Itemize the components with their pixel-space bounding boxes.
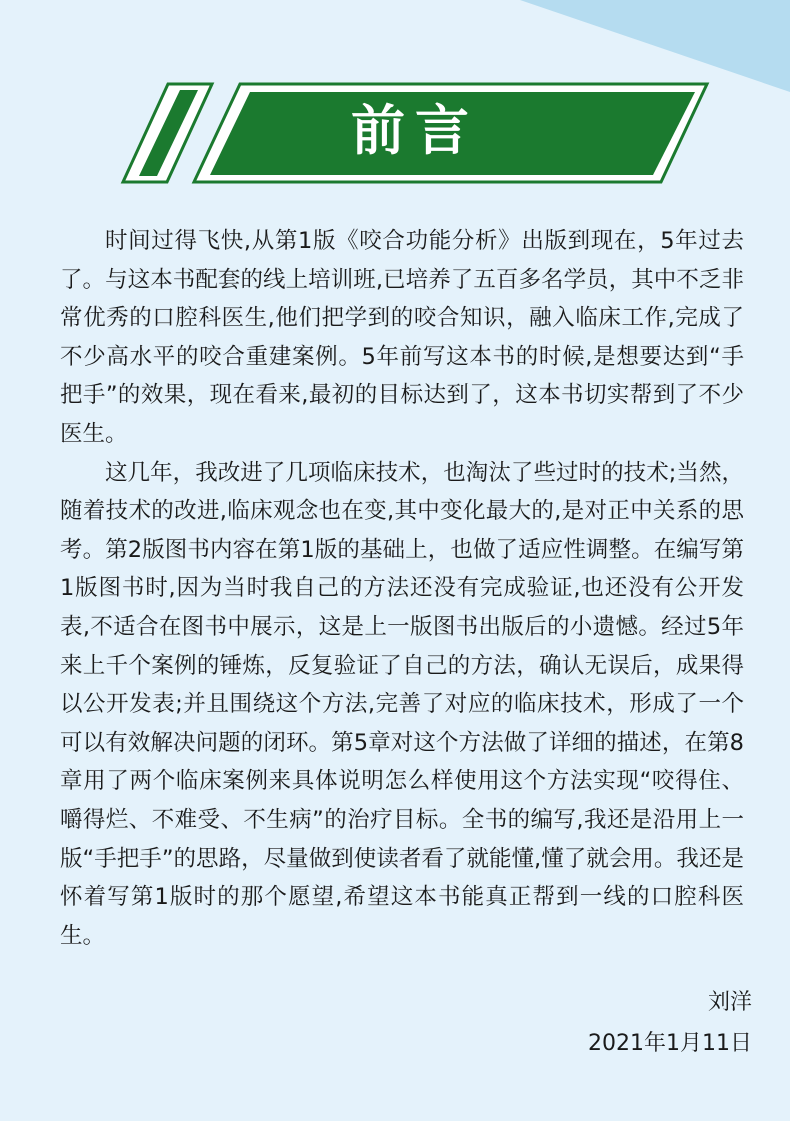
preface-paragraph-2: 这几年，我改进了几项临床技术，也淘汰了些过时的技术;当然，随着技术的改进,临床观念也在变,其中变化最大的,是对正中关系的思考。第2版图书内容在第1版的基础上，也做了适应性调整。在编写第1版图书时,因为当时我自己的方法还没有完成验证,也还没有公开发表,不适合在图书中展示，这是上一版图书出版后的小遗憾。经过5年来上千个案例的锤炼，反复验证了自己的方法，确认无误后，成果得以公开发表;并且围绕这个方法,完善了对应的临床技术，形成了一个可以有效解决问题的闭环。第5章对这个方法做了详细的描述，在第8章用了两个临床案例来具体说明怎么样使用这个方法实现“咬得住、嚼得烂、不难受、不生病”的治疗目标。全书的编写,我还是沿用上一版“手把手”的思路，尽量做到使读者看了就能懂,懂了就会用。我还是怀着写第1版时的那个愿望,希望这本书能真正帮到一线的口腔科医生。 <box>60 459 744 949</box>
signature-date: 2021年1月11日 <box>588 1031 752 1056</box>
author-signature: 刘洋 <box>707 990 752 1015</box>
page-title: 前言 <box>351 99 479 162</box>
preface-body <box>60 222 744 955</box>
preface-paragraph-1: 时间过得飞快,从第1版《咬合功能分析》出版到现在，5年过去了。与这本书配套的线上培训班,已培养了五百多名学员，其中不乏非常优秀的口腔科医生,他们把学到的咬合知识，融入临床工作,完成了不少高水平的咬合重建案例。5年前写这本书的时候,是想要达到“手把手”的效果，现在看来,最初的目标达到了，这本书切实帮到了不少医生。 <box>60 228 744 447</box>
